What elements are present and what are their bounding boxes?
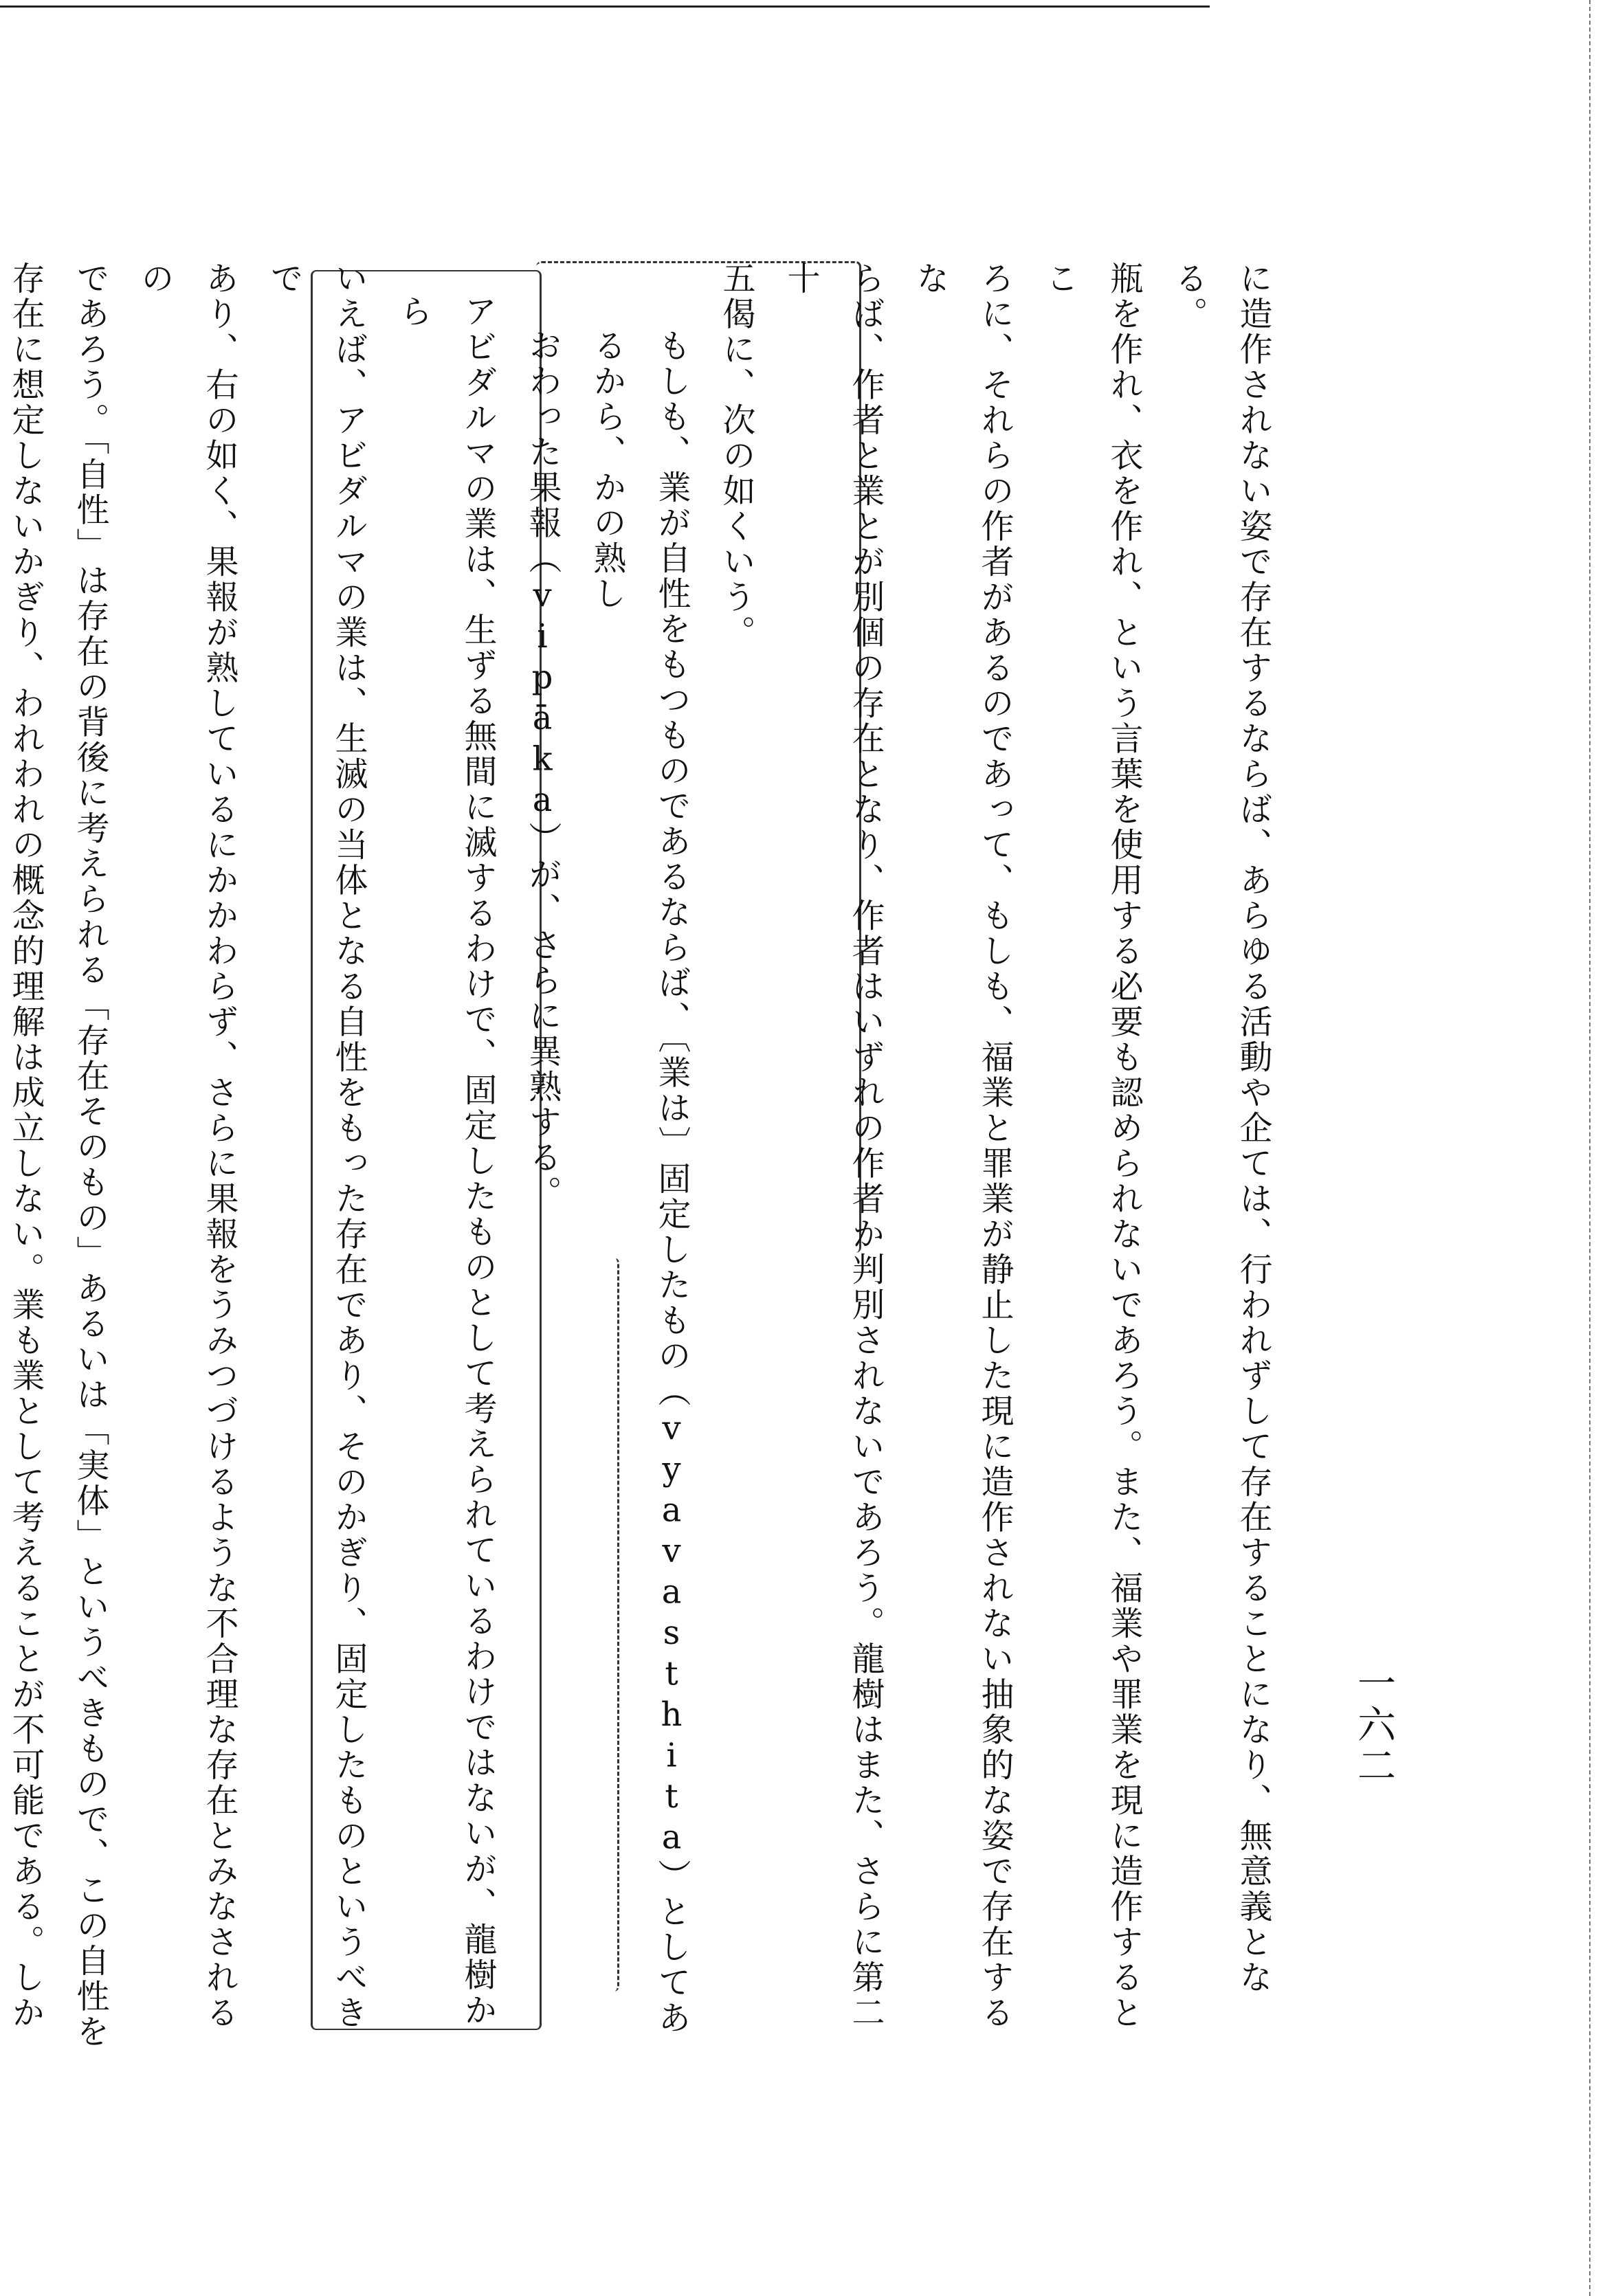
- page-number: 一六二: [1351, 1663, 1396, 1787]
- vertical-body-text: [0, 261, 1285, 2062]
- text-line: 瓶を作れ、衣を作れ、という言葉を使用する必要も認められないであろう。また、福業や罪業を現に造作するとこ: [1040, 261, 1143, 2031]
- page-edge-line: [1589, 0, 1591, 2296]
- quoted-verse-line: もしも、業が自性をもつものであるならば、〔業は〕固定したもの（vyavasthita）としてあるから、かの熟し: [588, 328, 691, 2036]
- text-line: 五偈に、次の如くいう。: [717, 261, 755, 651]
- text-line: あり、右の如く、果報が熟しているにかかわらず、さらに果報をうみつづけるような不合理な存在とみなされるの: [135, 261, 239, 2031]
- quoted-verse-line: おわった果報（vipāka）が、さらに異熟する。: [523, 328, 562, 1211]
- text-line: 存在に想定しないかぎり、われわれの概念的理解は成立しない。業も業として考えることが不可能である。しか: [6, 261, 45, 2031]
- text-line: らば、作者と業とが別個の存在となり、作者はいずれの作者か判別されないであろう。龍樹はまた、さらに第二十: [782, 261, 885, 2031]
- text-line: であろう。「自性」は存在の背後に考えられる「存在そのもの」あるいは「実体」というべきもので、この自性を: [71, 261, 109, 2050]
- text-line: に造作されない姿で存在するならば、あらゆる活動や企ては、行われずして存在することになり、無意義となる。: [1169, 261, 1272, 1996]
- top-rule: [0, 5, 1210, 8]
- paragraph-first-line: アビダルマの業は、生ずる無間に滅するわけで、固定したものとして考えられているわけではないが、龍樹から: [394, 294, 497, 2029]
- text-line: いえば、アビダルマの業は、生滅の当体となる自性をもった存在であり、そのかぎり、固定したものというべきで: [265, 261, 368, 2031]
- text-line: ろに、それらの作者があるのであって、もしも、福業と罪業が静止した現に造作されない抽象的な姿で存在するな: [911, 261, 1014, 2031]
